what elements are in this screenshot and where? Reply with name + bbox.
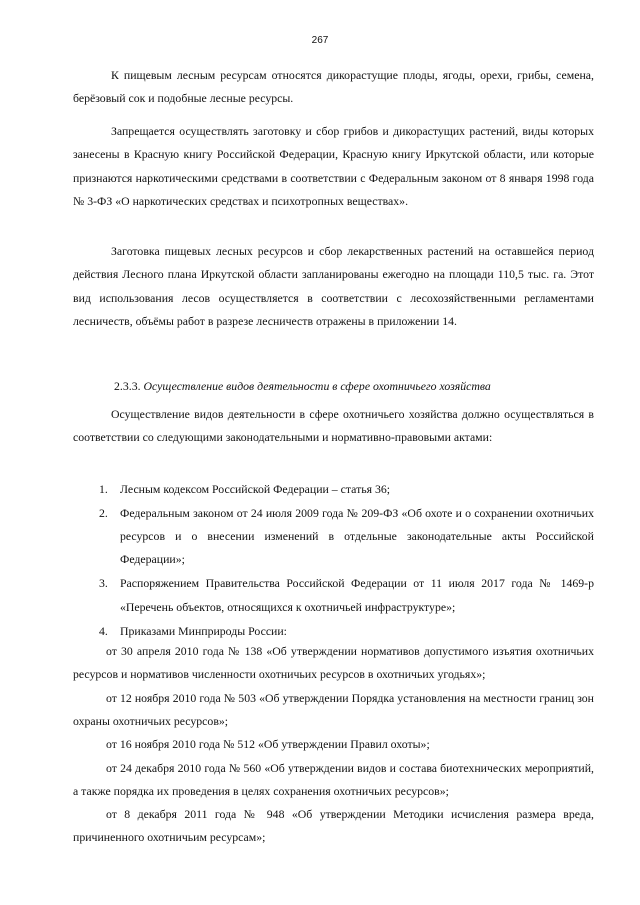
section-number: 2.3.3. xyxy=(114,379,141,393)
page-number: 267 xyxy=(311,35,329,46)
list-item-number: 2. xyxy=(99,505,108,520)
order-item: от 24 декабря 2010 года № 560 «Об утверждении видов и состава биотехнических мероприятий, а также порядка их проведения в целях сохранения охотничьих ресурсов»; xyxy=(73,761,594,799)
paragraph-harvesting-plan: Заготовка пищевых лесных ресурсов и сбор лекарственных растений на оставшейся период действия Лесного плана Иркутской области запланированы ежегодно на площади 110,5 тыс. га. Этот вид использования лесов осуществляется в соответствии с лесохозяйственными регламентами лесничеств, объёмы работ в разрезе лесничеств отражены в приложении 14. xyxy=(73,244,594,328)
paragraph-food-resources: К пищевым лесным ресурсам относятся дикорастущие плоды, ягоды, орехи, грибы, семена, берёзовый сок и подобные лесные ресурсы. xyxy=(73,68,594,106)
list-item-number: 4. xyxy=(99,623,108,638)
list-item xyxy=(73,502,594,572)
section-heading xyxy=(114,375,594,398)
paragraph-prohibition: Запрещается осуществлять заготовку и сбор грибов и дикорастущих растений, виды которых занесены в Красную книгу Российской Федерации, Красную книгу Иркутской области, или которые признаются наркотическими средствами в соответствии с Федеральным законом от 8 января 1998 года № 3-ФЗ «О наркотических средствах и психотропных веществах». xyxy=(73,124,594,208)
list-item-number: 3. xyxy=(99,576,108,591)
list-item-text: Распоряжением Правительства Российской Федерации от 11 июля 2017 года № 1469-р «Перечень объектов, относящихся к охотничьей инфраструктуре»; xyxy=(120,576,594,614)
order-item: от 16 ноября 2010 года № 512 «Об утверждении Правил охоты»; xyxy=(106,737,430,751)
list-item-text: Лесным кодексом Российской Федерации – статья 36; xyxy=(120,482,391,496)
legal-acts-list xyxy=(73,478,594,643)
order-item: от 8 декабря 2011 года № 948 «Об утверждении Методики исчисления размера вреда, причиненного охотничьим ресурсам»; xyxy=(73,807,594,845)
order-item: от 12 ноября 2010 года № 503 «Об утверждении Порядка установления на местности границ зон охраны охотничьих ресурсов»; xyxy=(73,691,594,729)
list-item xyxy=(73,572,594,619)
section-intro: Осуществление видов деятельности в сфере охотничьего хозяйства должно осуществляться в соответствии со следующими законодательными и нормативно-правовыми актами: xyxy=(73,407,594,445)
order-item: от 30 апреля 2010 года № 138 «Об утверждении нормативов допустимого изъятия охотничьих ресурсов и нормативов численности охотничьих ресурсов в охотничьих угодьях»; xyxy=(73,644,594,682)
section-title: Осуществление видов деятельности в сфере охотничьего хозяйства xyxy=(143,379,491,393)
list-item-text: Федеральным законом от 24 июля 2009 года № 209-ФЗ «Об охоте и о сохранении охотничьих ресурсов и о внесении изменений в отдельные законодательные акты Российской Федерации»; xyxy=(120,505,594,567)
list-item-number: 1. xyxy=(99,482,108,496)
list-item-text: Приказами Минприроды России: xyxy=(120,623,287,638)
list-item xyxy=(73,478,594,501)
